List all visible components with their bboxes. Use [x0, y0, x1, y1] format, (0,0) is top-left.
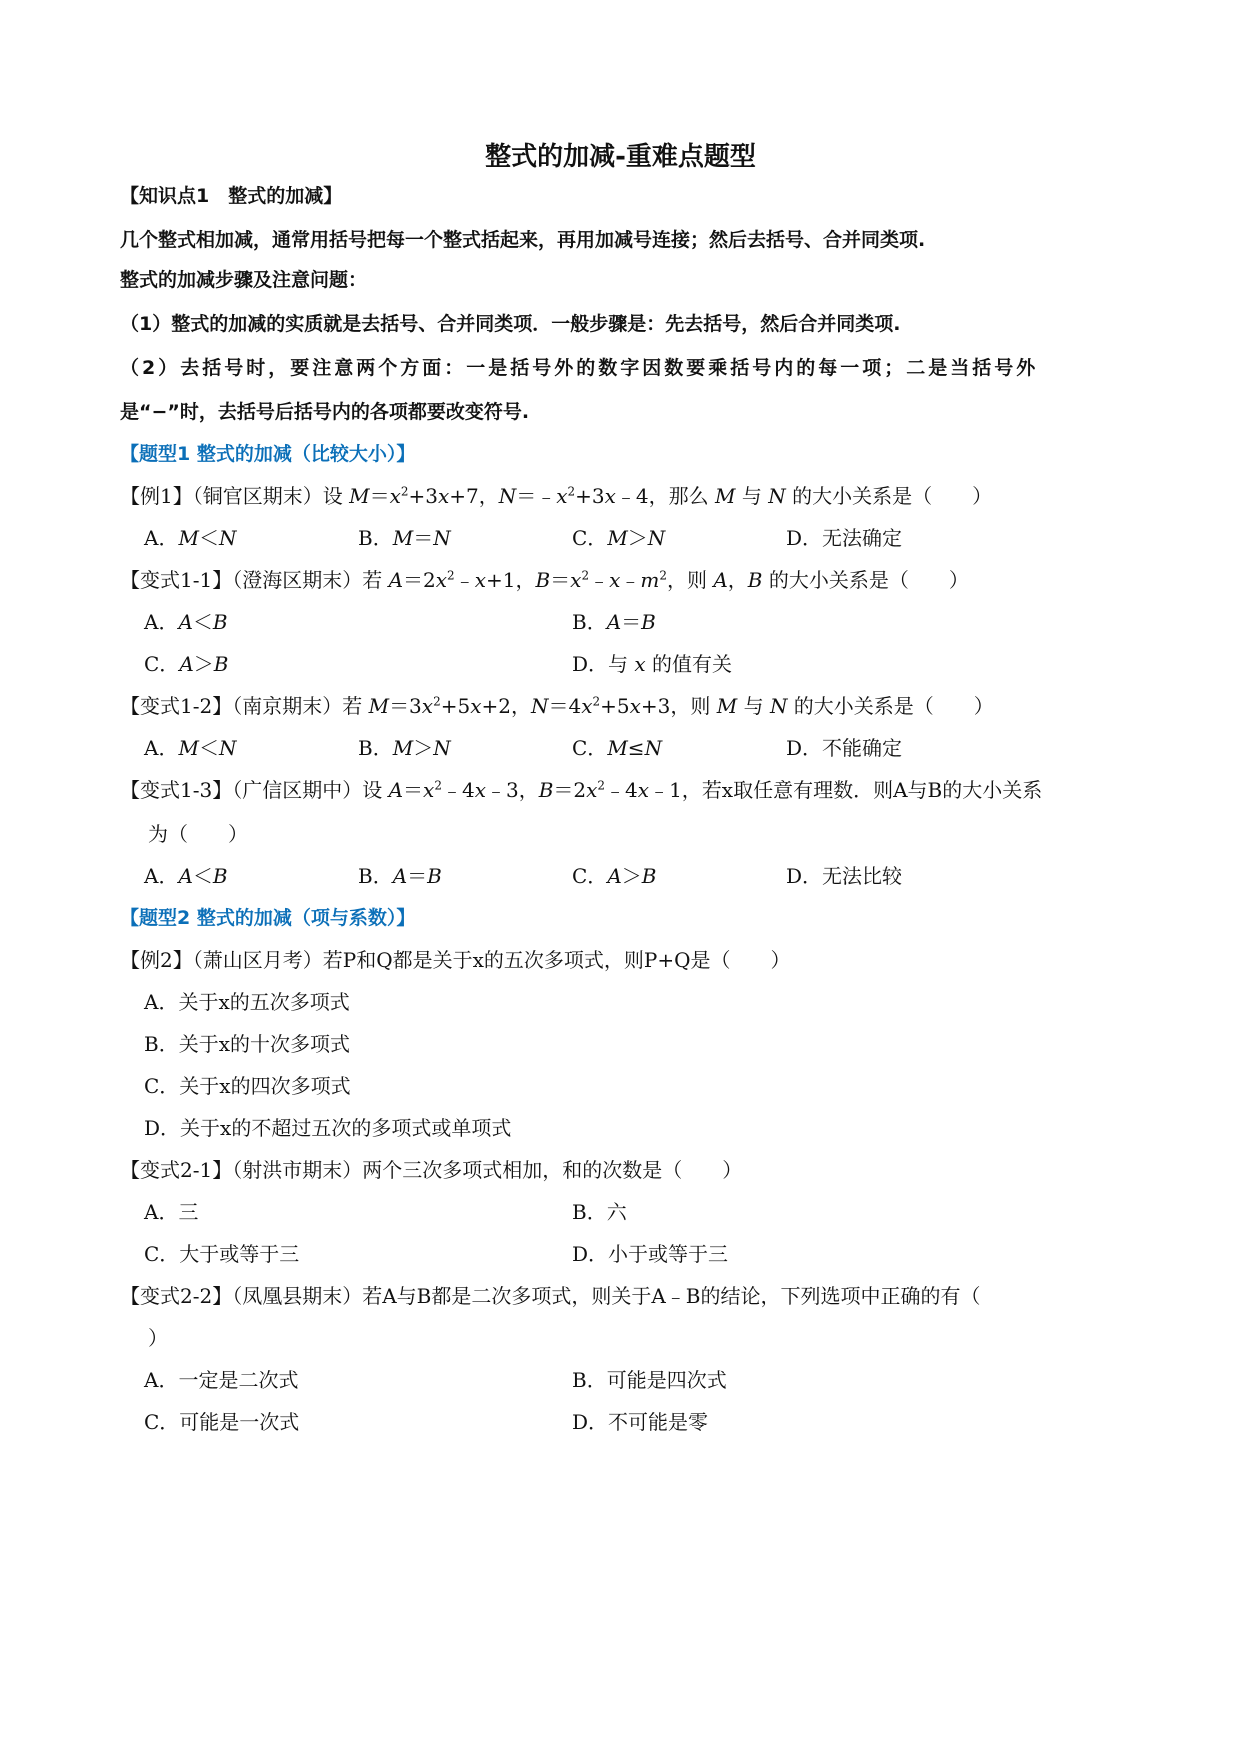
variant-1-1-option-c[interactable]: C．A＞B [144, 652, 229, 676]
example-1-option-b[interactable]: B．M＝N [358, 526, 451, 550]
variant-1-1-option-a[interactable]: A．A＜B [144, 610, 228, 634]
example-1-option-a[interactable]: A．M＜N [144, 526, 237, 550]
variant-2-1-option-d[interactable]: D．小于或等于三 [572, 1242, 729, 1266]
variant-1-3-option-b[interactable]: B．A＝B [358, 864, 442, 888]
variant-2-2-stem [120, 1282, 1130, 1310]
variant-1-3-stem-line-2: 为（ ） [148, 822, 248, 846]
knowledge-line-4: （2）去括号时，要注意两个方面：一是括号外的数字因数要乘括号内的每一项；二是当括号外 [120, 357, 1039, 379]
page-title: 整式的加减-重难点题型 [485, 142, 756, 172]
example-1-stem: 【例1】（铜官区期末）设 $M=x^2+3x+7$，$N=﹣x^2+3x﹣4$，那么 M 与 N 的大小关系是（ ） [120, 484, 993, 508]
variant-1-3-option-d[interactable]: D．无法比较 [786, 864, 903, 888]
variant-1-2-source: （南京期末）若 [232, 694, 363, 718]
variant-1-1-stem: 【变式1-1】（澄海区期末）若 $A=2x^2﹣x+1$，$B=x^2﹣x﹣m^2$，则 A，B 的大小关系是（ ） [120, 568, 969, 592]
variant-1-3-source: （广信区期中）设 [232, 778, 383, 802]
variant-1-1-label: 【变式1-1】 [120, 568, 233, 592]
variant-2-2-stem-line-2: ） [148, 1326, 168, 1350]
variant-1-3-stem: 【变式1-3】（广信区期中）设 $A=x^2﹣4x﹣3$，$B=2x^2﹣4x﹣1$，若x取任意有理数．则A与B的大小关系 [120, 778, 1043, 802]
variant-1-1-option-d[interactable]: D．与 x 的值有关 [572, 652, 733, 676]
example-2-text: （萧山区月考）若P和Q都是关于x的五次多项式，则P+Q是（ ） [192, 948, 791, 972]
variant-2-1-option-c[interactable]: C．大于或等于三 [144, 1242, 300, 1266]
variant-1-2-stem: 【变式1-2】（南京期末）若 $M=3x^2+5x+2$，$N=4x^2+5x+3$，则 M 与 N 的大小关系是（ ） [120, 694, 994, 718]
example-1-option-d[interactable]: D．无法确定 [786, 526, 903, 550]
example-1-option-c[interactable]: C．M＞N [572, 526, 666, 550]
variant-2-2-option-d[interactable]: D．不可能是零 [572, 1410, 709, 1434]
type1-header: 【题型1 整式的加减（比较大小）】 [120, 443, 416, 465]
variant-1-3-label: 【变式1-3】 [120, 778, 233, 802]
variant-1-1-option-b[interactable]: B．A＝B [572, 610, 656, 634]
variant-1-2-option-c[interactable]: C．M≤N [572, 736, 663, 760]
variant-1-1-source: （澄海区期末）若 [232, 568, 383, 592]
variant-1-2-option-a[interactable]: A．M＜N [144, 736, 237, 760]
variant-2-1-option-b[interactable]: B．六 [572, 1200, 627, 1224]
knowledge-line-3: （1）整式的加减的实质就是去括号、合并同类项．一般步骤是：先去括号，然后合并同类项. [120, 313, 901, 335]
example-2-stem [120, 946, 1130, 974]
example-2-label: 【例2】 [120, 948, 193, 972]
variant-2-1-stem [120, 1156, 1130, 1184]
variant-2-2-option-c[interactable]: C．可能是一次式 [144, 1410, 300, 1434]
variant-2-2-label: 【变式2-2】 [120, 1284, 233, 1308]
type2-header: 【题型2 整式的加减（项与系数）】 [120, 907, 416, 929]
variant-1-3-option-c[interactable]: C．A＞B [572, 864, 657, 888]
example-2-option-b[interactable]: B．关于x的十次多项式 [144, 1032, 350, 1056]
example-2-option-d[interactable]: D．关于x的不超过五次的多项式或单项式 [144, 1116, 512, 1140]
variant-2-2-option-a[interactable]: A．一定是二次式 [144, 1368, 299, 1392]
example-1-source: （铜官区期末）设 [192, 484, 343, 508]
variant-2-2-text: （凤凰县期末）若A与B都是二次多项式，则关于A﹣B的结论，下列选项中正确的有（ [232, 1284, 981, 1308]
variant-2-2-option-b[interactable]: B．可能是四次式 [572, 1368, 727, 1392]
variant-2-1-text: （射洪市期末）两个三次多项式相加，和的次数是（ ） [232, 1158, 743, 1182]
example-1-label: 【例1】 [120, 484, 193, 508]
variant-2-1-option-a[interactable]: A．三 [144, 1200, 199, 1224]
variant-2-1-label: 【变式2-1】 [120, 1158, 233, 1182]
variant-1-2-option-b[interactable]: B．M＞N [358, 736, 451, 760]
variant-1-3-option-a[interactable]: A．A＜B [144, 864, 228, 888]
knowledge-point-header: 【知识点1 整式的加减】 [120, 185, 343, 207]
variant-1-2-option-d[interactable]: D．不能确定 [786, 736, 903, 760]
example-2-option-a[interactable]: A．关于x的五次多项式 [144, 990, 350, 1014]
knowledge-line-5: 是“−”时，去括号后括号内的各项都要改变符号. [120, 401, 530, 423]
knowledge-line-2: 整式的加减步骤及注意问题： [120, 269, 368, 291]
example-2-option-c[interactable]: C．关于x的四次多项式 [144, 1074, 351, 1098]
variant-1-2-label: 【变式1-2】 [120, 694, 233, 718]
knowledge-line-1: 几个整式相加减，通常用括号把每一个整式括起来，再用加减号连接；然后去括号、合并同类项. [120, 229, 926, 251]
